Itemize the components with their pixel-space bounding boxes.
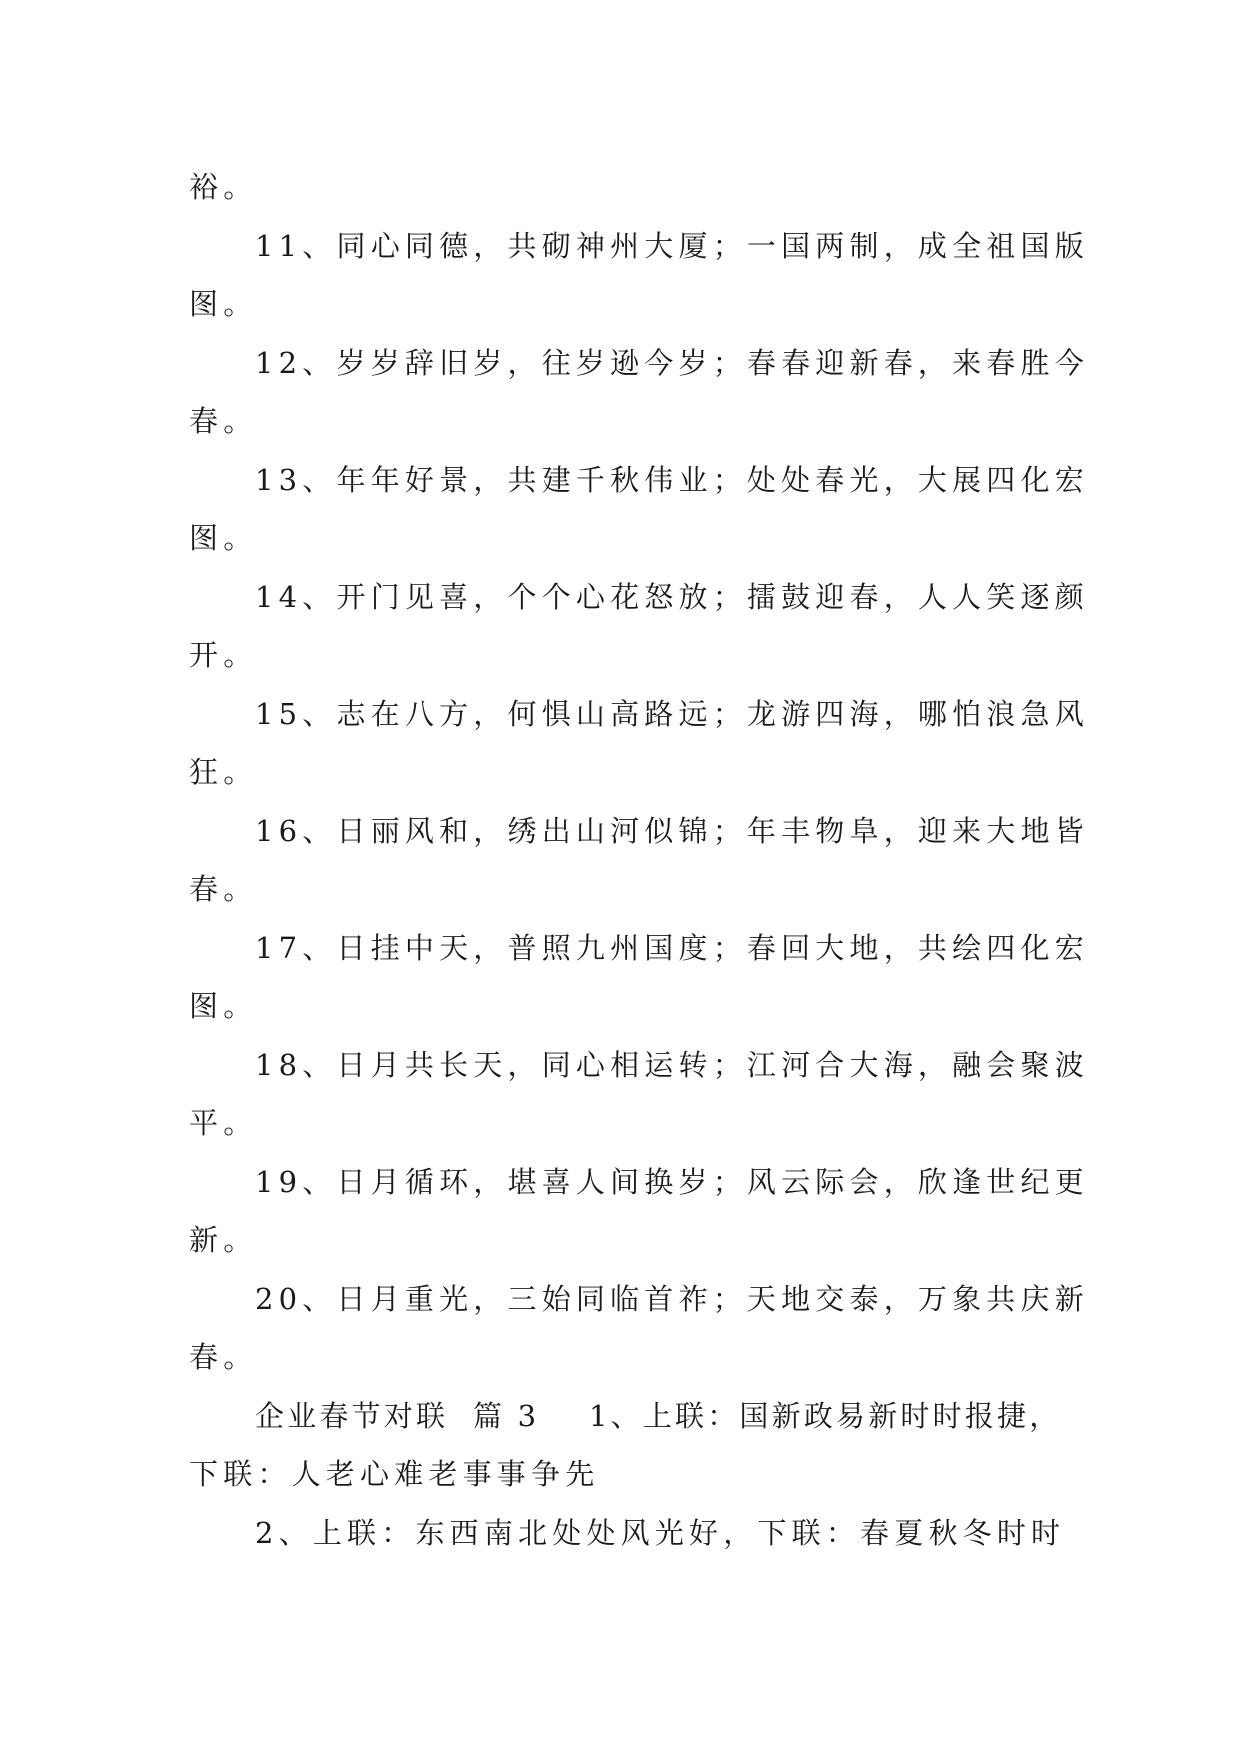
text-line: 图。 — [189, 287, 258, 321]
text-line: 下联：人老心难老事事争先 — [189, 1457, 600, 1491]
text-line: 图。 — [189, 521, 258, 555]
text-line: 14、开门见喜，个个心花怒放；擂鼓迎春，人人笑逐颜 — [255, 579, 1089, 614]
text-line: 图。 — [189, 989, 258, 1023]
text-line: 16、日丽风和，绣出山河似锦；年丰物阜，迎来大地皆 — [255, 813, 1089, 848]
text-line: 11、同心同德，共砌神州大厦；一国两制，成全祖国版 — [255, 228, 1089, 263]
text-line: 18、日月共长天，同心相运转；江河合大海，融会聚波 — [255, 1047, 1089, 1082]
text-line: 春。 — [189, 404, 258, 438]
section-heading-line: 企业春节对联 篇 3 1、上联：国新政易新时时报捷， — [255, 1398, 1062, 1433]
text-line: 20、日月重光，三始同临首祚；天地交泰，万象共庆新 — [255, 1281, 1089, 1316]
text-line: 13、年年好景，共建千秋伟业；处处春光，大展四化宏 — [255, 462, 1089, 497]
text-line: 春。 — [189, 1340, 258, 1374]
text-line: 12、岁岁辞旧岁，往岁逊今岁；春春迎新春，来春胜今 — [255, 345, 1089, 380]
text-line: 2、上联：东西南北处处风光好，下联：春夏秋冬时时 — [255, 1515, 1066, 1550]
text-line: 19、日月循环，堪喜人间换岁；风云际会，欣逢世纪更 — [255, 1164, 1089, 1199]
text-line: 开。 — [189, 638, 258, 672]
text-line: 狂。 — [189, 755, 258, 789]
text-line: 15、志在八方，何惧山高路远；龙游四海，哪怕浪急风 — [255, 696, 1089, 731]
text-line: 新。 — [189, 1223, 258, 1257]
text-line: 裕。 — [189, 170, 258, 204]
text-line: 春。 — [189, 872, 258, 906]
text-line: 平。 — [189, 1106, 258, 1140]
document-body — [189, 158, 1089, 1562]
text-line: 17、日挂中天，普照九州国度；春回大地，共绘四化宏 — [255, 930, 1089, 965]
